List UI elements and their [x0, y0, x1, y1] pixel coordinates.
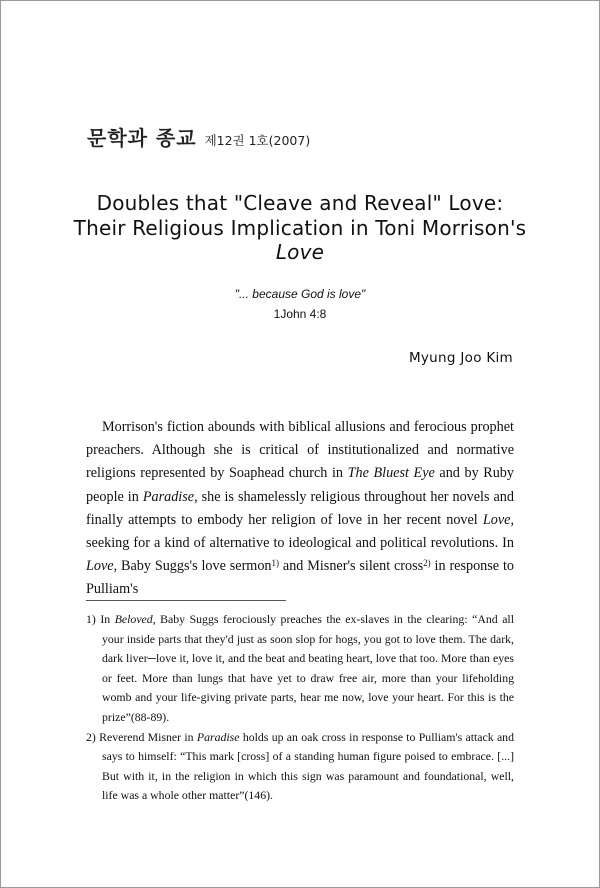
issue-info: 제12권 1호(2007)	[204, 133, 311, 148]
footnote-2	[86, 728, 514, 806]
footnote-text-run: , Baby Suggs ferociously preaches the ex-slaves in the clearing: “And all your inside parts that they'd just as soon slop for hogs, you got to love them. The dark, dark liver─love it, love it, and the beat and beating heart, love that too. More than eyes or feet. More than lungs that have yet to draw free air, more than your lifeholding womb and your life-giving private parts, hear me now, love your heart. For this is the prize”(88-89).	[102, 612, 514, 724]
body-text-run: Morrison's fiction abounds with biblical allusions and ferocious prophet preachers. Although she is critical of institutionalized and normative religions represented by Soaphead church in	[86, 419, 514, 482]
footnote-divider	[86, 600, 286, 601]
body-text-run: , Baby Suggs's love sermon	[113, 558, 272, 575]
running-header	[87, 122, 310, 151]
book-title-love: Love	[86, 558, 114, 575]
title-italic: Love	[275, 240, 325, 264]
body-text-run: in response to Pulliam's	[86, 558, 514, 598]
footnote-text-run: In	[95, 612, 115, 626]
epigraph	[0, 284, 600, 324]
author-name: Myung Joo Kim	[408, 350, 513, 366]
body-text-run: and Misner's silent cross	[279, 558, 424, 575]
footnote-1	[86, 610, 514, 728]
book-title-paradise: Paradise	[142, 488, 195, 505]
footnote-ref-2[interactable]: 2)	[423, 558, 431, 569]
epigraph-source: 1John 4:8	[273, 307, 327, 321]
footnote-text-run: holds up an oak cross in response to Pulliam's attack and says to himself: “This mark [cross] of a standing human figure poised to embrace. [...] But with it, in the religion in which this sign was paramount and foundational, well, life was a whole other matter”(146).	[102, 729, 514, 803]
book-title-beloved: Beloved	[114, 612, 153, 626]
book-title-love: Love	[482, 511, 511, 528]
body-text-run: , seeking for a kind of alternative to ideological and political revolutions. In	[86, 511, 514, 552]
footnote-number: 1)	[86, 612, 96, 626]
book-title-paradise: Paradise	[196, 729, 240, 744]
footnote-text-run: Reverend Misner in	[95, 729, 197, 744]
body-text-run: and by Ruby people in	[86, 465, 514, 505]
footnote-number: 2)	[86, 729, 96, 744]
body-paragraph	[86, 416, 514, 602]
title-main: Doubles that "Cleave and Reveal" Love: Their Religious Implication in Toni Morrison's	[73, 191, 527, 240]
book-title-bluest-eye: The Bluest Eye	[347, 465, 435, 482]
epigraph-quote: "... because God is love"	[234, 287, 366, 301]
body-text-run: , she is shamelessly religious throughout her novels and finally attempts to embody her religion of love in her recent novel	[86, 488, 514, 528]
article-title	[70, 191, 530, 265]
footnotes	[86, 610, 514, 806]
footnote-ref-1[interactable]: 1)	[271, 558, 280, 569]
journal-name: 문학과 종교	[87, 126, 197, 150]
